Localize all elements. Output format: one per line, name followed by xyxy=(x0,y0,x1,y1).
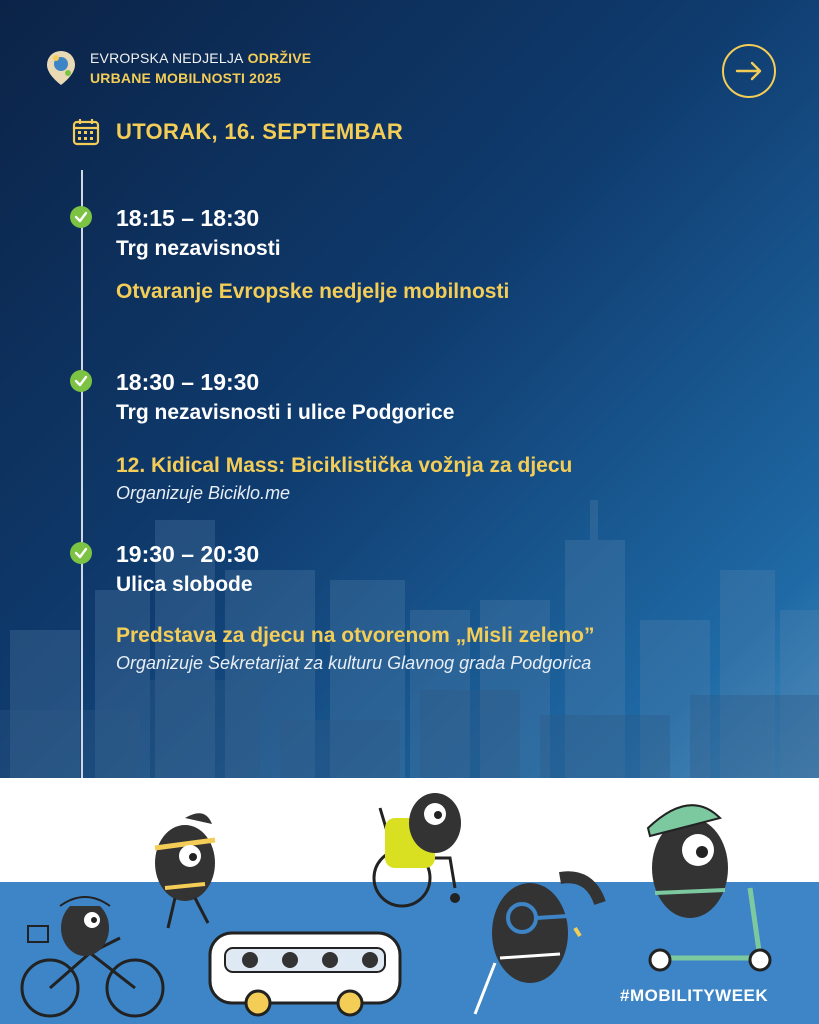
event-title: Predstava za djecu na otvorenom „Misli zeleno” xyxy=(116,624,595,647)
event-place: Trg nezavisnosti xyxy=(116,237,281,260)
check-circle-icon xyxy=(70,206,92,228)
bus-illustration xyxy=(210,933,400,1015)
brand-line1-white: EVROPSKA NEDJELJA xyxy=(90,50,244,66)
hashtag-mobilityweek: #MOBILITYWEEK xyxy=(620,986,769,1005)
brand-line1-yellow: ODRŽIVE xyxy=(247,50,312,66)
mobility-week-logo xyxy=(44,49,78,87)
event-time: 18:30 – 19:30 xyxy=(116,369,260,395)
event-title: 12. Kidical Mass: Biciklistička vožnja za djecu xyxy=(116,454,573,477)
runner-character xyxy=(155,813,215,928)
event-item xyxy=(72,540,594,676)
brand-line2: URBANE MOBILNOSTI 2025 xyxy=(90,70,282,86)
arrow-right-icon xyxy=(735,61,763,81)
event-organizer: Organizuje Sekretarijat za kulturu Glavnog grada Podgorica xyxy=(116,653,592,673)
event-item xyxy=(72,204,509,306)
event-title: Otvaranje Evropske nedjelje mobilnosti xyxy=(116,280,510,303)
event-organizer: Organizuje Biciklo.me xyxy=(116,483,291,503)
check-circle-icon xyxy=(70,542,92,564)
date-row xyxy=(72,118,403,146)
event-time: 18:15 – 18:30 xyxy=(116,205,260,231)
event-date: UTORAK, 16. SEPTEMBAR xyxy=(116,119,404,144)
event-place: Trg nezavisnosti i ulice Podgorice xyxy=(116,401,455,424)
event-time: 19:30 – 20:30 xyxy=(116,541,260,567)
event-item xyxy=(72,368,572,506)
event-place: Ulica slobode xyxy=(116,573,253,596)
header xyxy=(44,48,311,88)
visually-impaired-character xyxy=(475,877,600,1014)
brand-title xyxy=(90,48,311,88)
wheelchair-character xyxy=(374,793,461,906)
cyclist-character xyxy=(22,897,163,1016)
calendar-icon xyxy=(72,118,100,146)
check-circle-icon xyxy=(70,370,92,392)
next-slide-button[interactable] xyxy=(722,44,776,98)
scooter-character xyxy=(648,805,770,970)
